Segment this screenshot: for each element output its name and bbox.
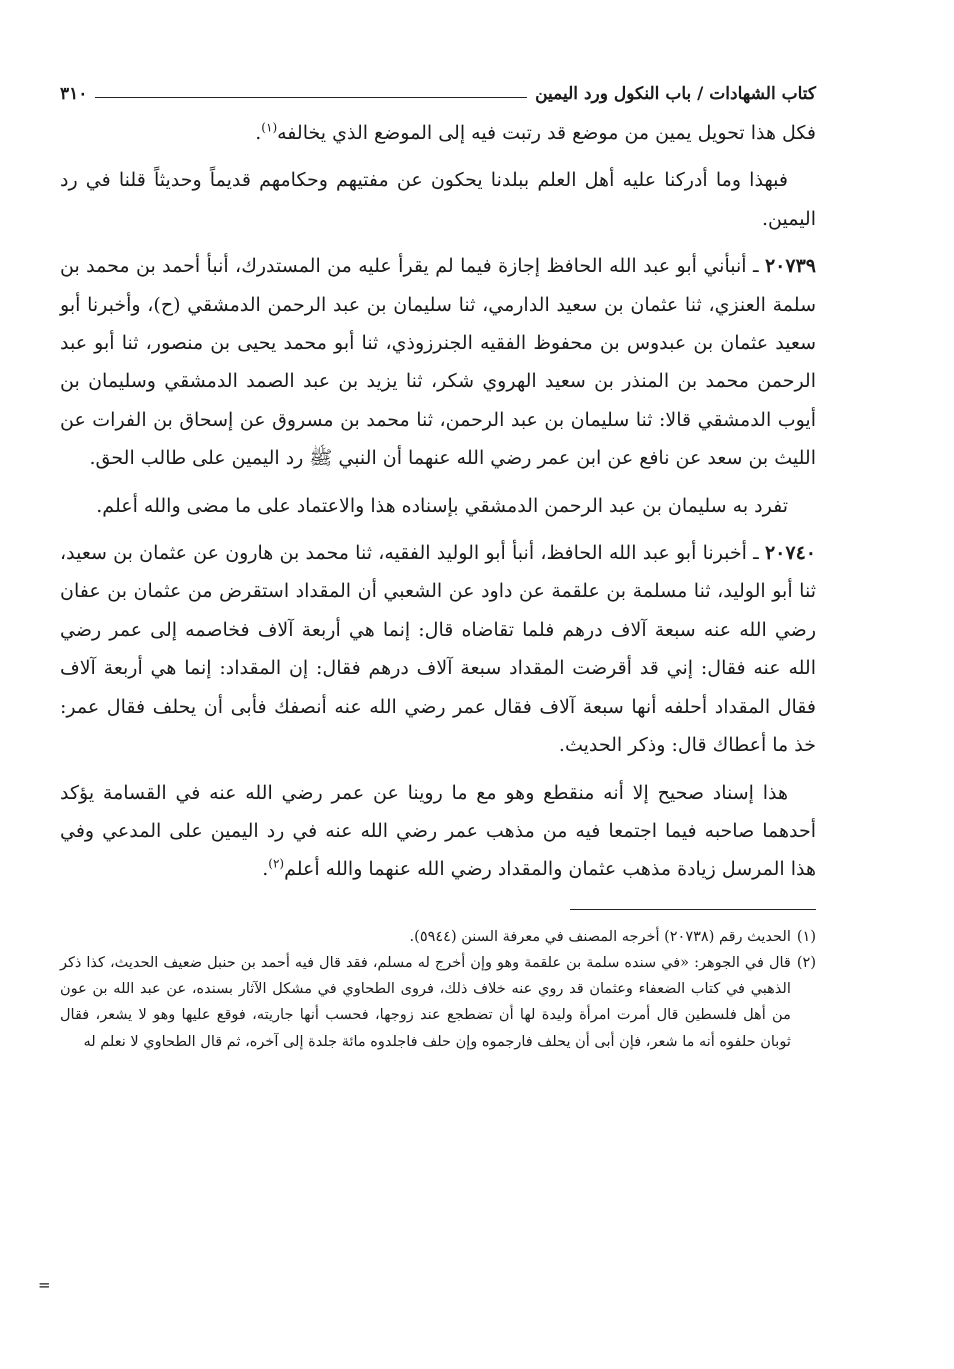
paragraph-3: تفرد به سليمان بن عبد الرحمن الدمشقي بإسناده هذا والاعتماد على ما مضى والله أعلم.	[96, 494, 788, 517]
hadith-20739	[60, 247, 816, 477]
paragraph-1-text: فكل هذا تحويل يمين من موضع قد رتبت فيه إلى الموضع الذي يخالفه	[277, 122, 816, 144]
footnote-text: الحديث رقم (٢٠٧٣٨) أخرجه المصنف في معرفة السنن (٥٩٤٤).	[409, 928, 791, 945]
paragraph-1-end: .	[255, 122, 262, 144]
footnote-number: (١)	[796, 928, 816, 945]
paragraph-1	[60, 114, 816, 152]
footnote-ref-2[interactable]: (٢)	[268, 856, 285, 871]
footnote-2	[60, 950, 816, 1055]
paragraph-4-end: .	[262, 858, 269, 881]
footnote-number: (٢)	[796, 954, 816, 971]
hadith-text: ـ أخبرنا أبو عبد الله الحافظ، أنبأ أبو الوليد الفقيه، ثنا محمد بن هارون عن عثمان بن سعيد، ثنا أبو الوليد، ثنا مسلمة بن علقمة عن داود عن الشعبي أن المقداد استقرض من عثمان بن عفان رضي الله عنه سبعة آلاف درهم فلما تقاضاه قال: إنما هي أربعة آلاف فخاصمه إلى عمر رضي الله عنه فقال: إني قد أقرضت المقداد سبعة آلاف درهم فقال: إن المقداد: إنما هي أربعة آلاف فقال المقداد أحلفه أنها سبعة آلاف فقال عمر رضي الله عنه أنصفك فأبى أن يحلف فقال عمر: خذ ما أعطاك قال: وذكر الحديث.	[60, 542, 816, 757]
footnote-text: قال في الجوهر: «في سنده سلمة بن علقمة وهو وإن أخرج له مسلم، فقد قال فيه أحمد بن حنبل ضعيف الحديث، كذا ذكر الذهبي في كتاب الضعفاء وعثمان قد روي عنه خلاف ذلك، فروى الطحاوي في مشكل الآثار بسنده، عن عبد الله بن عون من أهل فلسطين قال أمرت امرأة وليدة لها أن تضطجع عند زوجها، فحسب أنها جاريته، فوقع عليها وهو لا يشعر، فقال ثوبان حلفوه أنه ما شعر، فإن أبى أن يحلف فارجموه وإن حلف فاجلدوه مائة جلدة إلى آخره، ثم قال الطحاوي لا نعلم له	[60, 954, 791, 1050]
continuation-mark: =	[38, 1276, 51, 1294]
footnote-ref-1[interactable]: (١)	[261, 120, 278, 135]
footnotes	[60, 924, 816, 1055]
paragraph-2: فبهذا وما أدركنا عليه أهل العلم ببلدنا يحكون عن مفتيهم وحكامهم قديماً وحديثاً قلنا في رد اليمين.	[60, 169, 816, 230]
hadith-number: ٢٠٧٤٠	[764, 542, 816, 565]
main-text	[60, 114, 816, 889]
page-number: ٣١٠	[60, 84, 88, 104]
book-page	[60, 84, 816, 1055]
hadith-20740	[60, 534, 816, 764]
footnote-separator	[570, 909, 816, 910]
hadith-text: ـ أنبأني أبو عبد الله الحافظ إجازة فيما لم يقرأ عليه من المستدرك، أنبأ أحمد بن محمد بن سلمة العنزي، ثنا عثمان بن سعيد الدارمي، ثنا سليمان بن عبد الرحمن الدمشقي (ح)، وأخبرنا أبو سعيد عثمان بن عبدوس بن محفوظ الفقيه الجنرزوذي، ثنا أبو محمد يحيى بن منصور، ثنا أبو عبد الرحمن محمد بن المنذر بن سعيد الهروي شكر، ثنا يزيد بن عبد الصمد الدمشقي وسليمان بن أيوب الدمشقي قالا: ثنا سليمان بن عبد الرحمن، ثنا محمد بن مسروق عن إسحاق بن الفرات عن الليث بن سعد عن نافع عن ابن عمر رضي الله عنهما أن النبي ﷺ رد اليمين على طالب الحق.	[60, 255, 816, 470]
running-header	[60, 84, 816, 106]
footnote-1	[60, 924, 816, 950]
paragraph-4-text: هذا إسناد صحيح إلا أنه منقطع وهو مع ما روينا عن عمر رضي الله عنه في القسامة يؤكد أحدهما صاحبه فيما اجتمعا فيه من مذهب عمر رضي الله عنه في رد اليمين على المدعي وفي هذا المرسل زيادة مذهب عثمان والمقداد رضي الله عنهما والله أعلم	[60, 781, 816, 881]
paragraph-4	[60, 774, 816, 889]
hadith-number: ٢٠٧٣٩	[764, 255, 816, 278]
chapter-title: كتاب الشهادات / باب النكول ورد اليمين	[535, 84, 816, 104]
header-rule	[95, 97, 527, 98]
